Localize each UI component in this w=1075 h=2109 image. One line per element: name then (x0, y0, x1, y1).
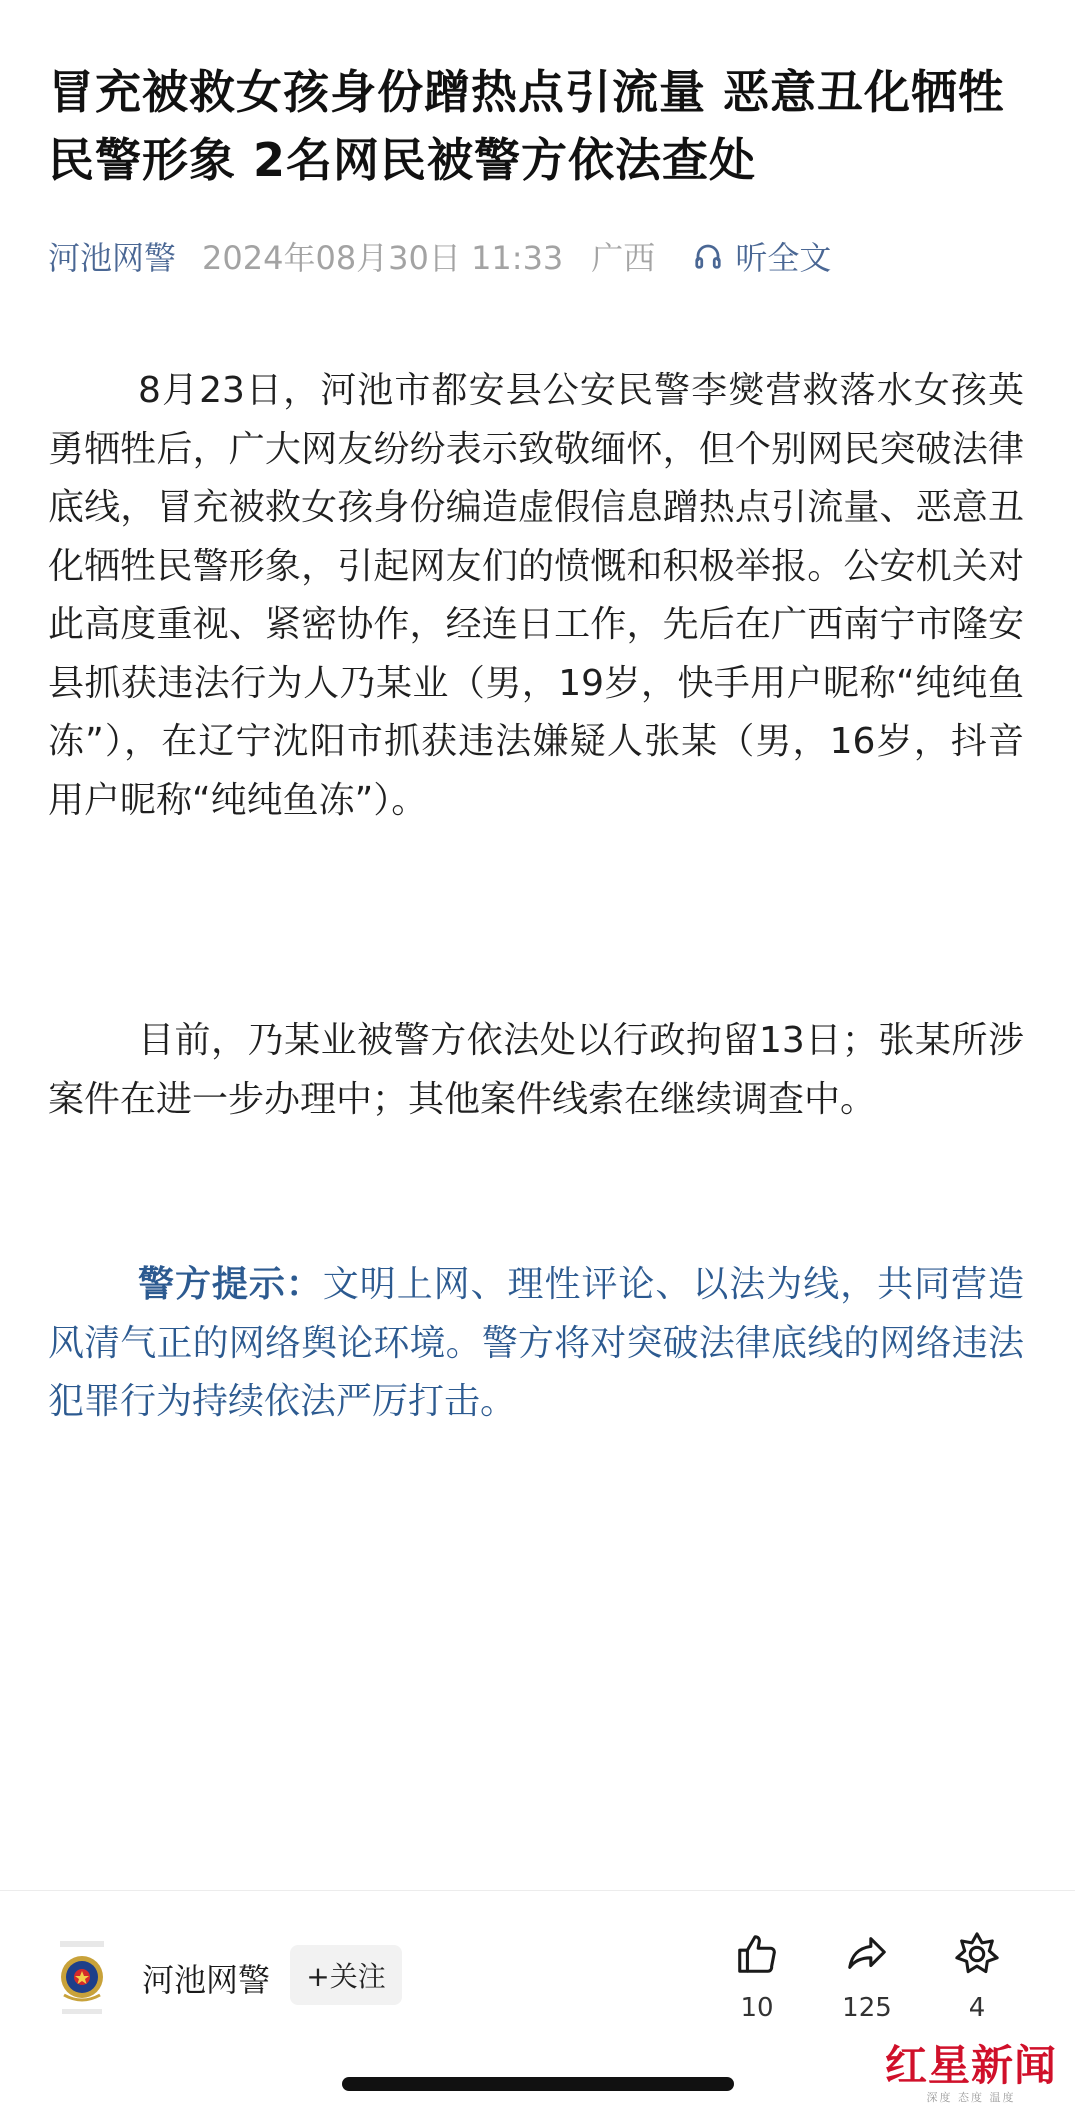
bottom-action-bar (0, 1890, 1075, 2109)
watermark-subtext: 深度 态度 温度 (926, 2091, 1016, 2104)
recommend-count: 4 (968, 1993, 986, 2023)
listen-label: 听全文 (735, 239, 832, 277)
police-tip-paragraph (48, 1256, 1024, 1432)
police-tip-body: 文明上网、理性评论、以法为线，共同营造风清气正的网络舆论环境。警方将对突破法律底线的网络违法犯罪行为持续依法严厉打击。 (48, 1264, 1024, 1422)
like-button[interactable] (712, 1931, 802, 2023)
publish-time: 2024年08月30日 11:33 (202, 239, 564, 277)
star-badge-icon (954, 1931, 1000, 1977)
watermark-logo (885, 2043, 1057, 2105)
watermark-text: 红星新闻 (884, 2041, 1057, 2090)
author-link[interactable]: 河池网警 (48, 239, 177, 277)
paragraph-1: 8月23日，河池市都安县公安民警李爕营救落水女孩英勇牺牲后，广大网友纷纷表示致敬缅怀，但个别网民突破法律底线，冒充被救女孩身份编造虚假信息蹭热点引流量、恶意丑化牺牲民警形象，引起网友们的愤慨和积极举报。公安机关对此高度重视、紧密协作，经连日工作，先后在广西南宁市隆安县抓获违法行为人乃某业（男，19岁，快手用户昵称“纯纯鱼冻”），在辽宁沈阳市抓获违法嫌疑人张某（男，16岁，抖音用户昵称“纯纯鱼冻”）。 (48, 370, 1024, 821)
article-title: 冒充被救女孩身份蹭热点引流量 恶意丑化牺牲民警形象 2名网民被警方依法查处 (48, 65, 1006, 187)
share-arrow-icon (844, 1931, 890, 1977)
headphones-icon (693, 241, 723, 271)
home-indicator[interactable] (342, 2077, 734, 2091)
paragraph-2: 目前，乃某业被警方依法处以行政拘留13日；张某所涉案件在进一步办理中；其他案件线索在继续调查中。 (48, 1020, 1024, 1120)
region-label: 广西 (591, 239, 656, 277)
recommend-button[interactable] (932, 1931, 1022, 2023)
police-tip-label: 警方提示： (138, 1264, 323, 1305)
account-name[interactable]: 河池网警 (142, 1961, 271, 1999)
listen-button[interactable] (693, 233, 831, 279)
article-meta (48, 232, 831, 280)
thumbs-up-icon (734, 1931, 780, 1977)
follow-button[interactable]: +关注 (290, 1945, 402, 2005)
police-badge-avatar[interactable] (50, 1939, 114, 2021)
like-count: 10 (740, 1993, 774, 2023)
share-button[interactable] (822, 1931, 912, 2023)
share-count: 125 (842, 1993, 892, 2023)
